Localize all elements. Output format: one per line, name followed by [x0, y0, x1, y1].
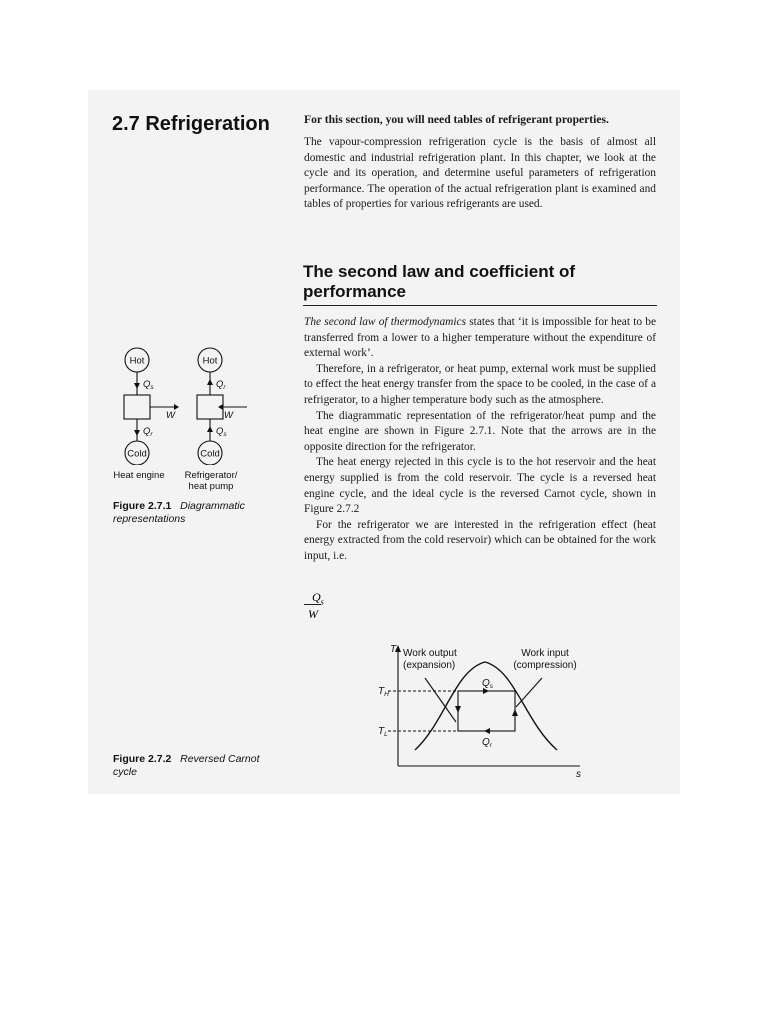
paragraph-2: Therefore, in a refrigerator, or heat pump, external work must be supplied to effect the heat energy transfer from the space to be cooled, in the case of a refrigerator, to a higher temperature body such as the atmosphere.	[304, 362, 656, 406]
svg-text:Qs: $Q_s$	[482, 678, 494, 690]
figure-2-7-1-caption: Figure 2.7.1 Diagrammatic representations	[113, 500, 245, 525]
s-axis-label: s	[576, 769, 581, 780]
fraction-bar	[304, 604, 321, 605]
work-label-right: W	[224, 410, 233, 421]
svg-text:TL: $T_L$	[378, 726, 388, 738]
svg-text:Qs: $Q_s$	[216, 426, 227, 438]
formula-numerator: $Q_s$	[312, 590, 324, 607]
compression-label: (compression)	[513, 660, 577, 671]
body-text	[304, 315, 656, 565]
figure-2-7-1-diagram	[110, 345, 260, 465]
paragraph-1	[304, 315, 656, 362]
expansion-label: (expansion)	[403, 660, 456, 671]
paragraph-4: The heat energy rejected in this cycle is to the hot reservoir and the heat energy supplied is from the cold reservoir. The cycle is a reversed heat engine cycle, and the ideal cycle is the reversed Carnot cycle, shown in Figure 2.7.2	[304, 456, 656, 516]
svg-text:Qr: $Q_r$	[482, 737, 492, 749]
formula-denominator: W	[308, 607, 318, 621]
work-input-label: Work input	[521, 648, 569, 659]
figure-2-7-2-ts-diagram	[370, 640, 590, 780]
t-axis-label: T	[390, 644, 397, 655]
cold-label-right: Cold	[200, 448, 220, 460]
section-title: 2.7 Refrigeration	[112, 113, 270, 135]
figure-2-7-2-caption: Figure 2.7.2 Reversed Carnot cycle	[113, 753, 260, 778]
paragraph-5: For the refrigerator we are interested in the refrigeration effect (heat energy extracted from the cold reservoir) which can be obtained for the work input, i.e.	[304, 518, 656, 562]
svg-text:Qr: $Q_r$	[216, 379, 226, 391]
cold-label-left: Cold	[127, 448, 147, 460]
paragraph-1-text: states that ‘it is impossible for heat to be transferred from a lower to a higher temperature without the expenditure of external work’.	[304, 316, 656, 360]
title-rule	[303, 305, 657, 306]
paragraph-3: The diagrammatic representation of the refrigerator/heat pump and the heat engine are shown in Figure 2.7.1. Note that the arrows are in the opposite direction for the refrigerator.	[304, 409, 656, 453]
section-lead: For this section, you will need tables of refrigerant properties.	[304, 113, 609, 126]
intro-paragraph: The vapour-compression refrigeration cycle is the basis of almost all domestic and industrial refrigeration plant. In this chapter, we look at the cycle and its operation, and determine useful parameters of refrigeration performance. The operation of the actual refrigeration plant is examined and tables of properties for various refrigerants are used.	[304, 136, 656, 211]
heat-engine-box	[124, 395, 150, 419]
carnot-cycle	[458, 691, 515, 731]
second-law-term: The second law of thermodynamics	[304, 316, 467, 328]
svg-text:Qr: $Q_r$	[143, 426, 153, 438]
refrigerator-label: Refrigerator/ heat pump	[184, 470, 238, 492]
hot-label-right: Hot	[202, 355, 218, 367]
subsection-title: The second law and coefficient of performance	[303, 262, 576, 301]
hot-label-left: Hot	[129, 355, 145, 367]
svg-text:Qs: $Q_s$	[143, 379, 154, 391]
svg-text:TH: $T_H$	[378, 686, 389, 698]
heat-engine-label: Heat engine	[113, 470, 165, 481]
work-label-left: W	[166, 410, 175, 421]
work-output-label: Work output	[403, 648, 457, 659]
